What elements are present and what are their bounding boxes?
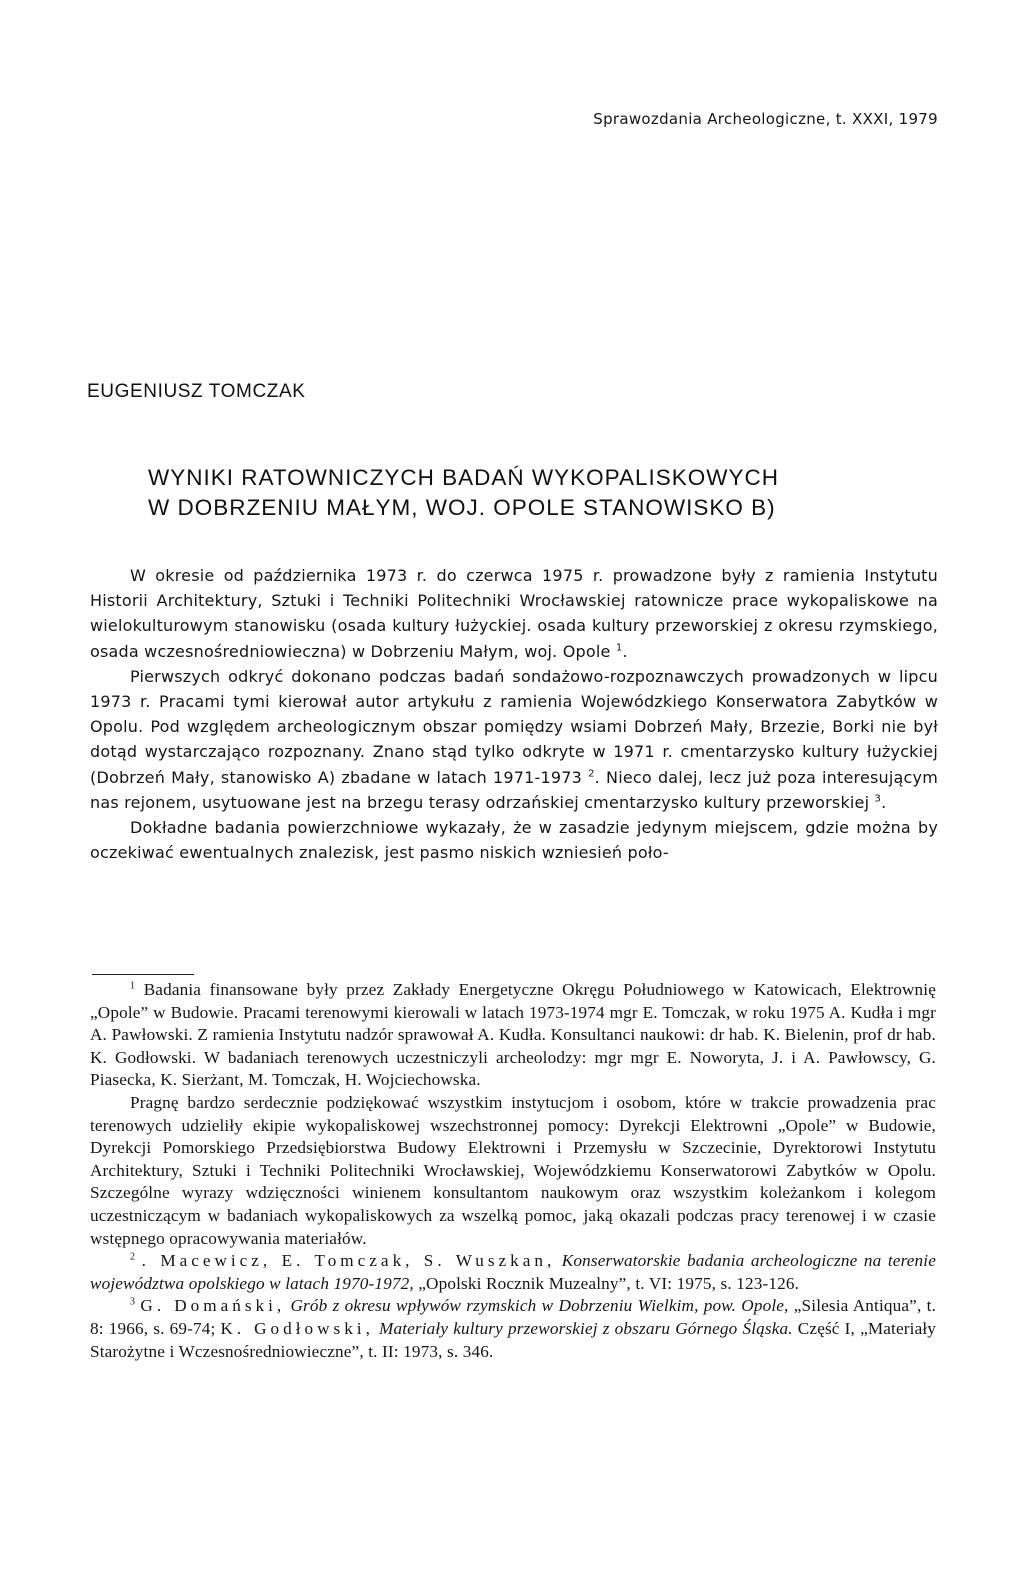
footnote-3-title-1: Grób z okresu wpływów rzymskich w Dobrzeniu Wielkim, pow. Opole, — [290, 1296, 789, 1316]
article-title — [148, 463, 779, 523]
footnote-2-authors: . Macewicz, E. Tomczak, S. Wuszkan, — [141, 1251, 556, 1271]
footnote-ref-2[interactable]: 2 — [588, 768, 595, 780]
footnote-3 — [90, 1295, 936, 1363]
footnote-1 — [90, 979, 936, 1092]
footnote-ref-1[interactable]: 1 — [615, 642, 623, 654]
body-paragraph-1-text: W okresie od października 1973 r. do czerwca 1975 r. prowadzone były z ramienia Instytutu Historii Architektury, Sztuki i Techniki Politechniki Wrocławskiej ratownicze prace wykopaliskowe na wielokulturowym stanowisku (osada kultury łużyckiej. osada kultury przeworskiej z okresu rzymskiego, osada wczesnośredniowieczna) w Dobrzeniu Małym, woj. Opole — [90, 566, 938, 661]
footnote-3-number: 3 — [130, 1296, 136, 1308]
footnote-2-number: 2 — [130, 1251, 136, 1263]
footnote-3-author-1: G. Domański, — [140, 1296, 286, 1316]
footnotes — [90, 979, 936, 1363]
title-line-2: W DOBRZENIU MAŁYM, WOJ. OPOLE STANOWISKO B) — [148, 495, 776, 520]
author-name: EUGENIUSZ TOMCZAK — [87, 381, 306, 402]
footnote-1-number: 1 — [130, 980, 136, 992]
footnote-3-source-2: Część I, „Materiały Starożytne i Wczesnośredniowieczne”, t. II: 1973, s. 346. — [90, 1318, 937, 1361]
body-paragraph-2-text-b: . Nieco dalej, lecz już poza interesującym nas rejonem, usytuowane jest na brzegu terasy odrzańskiej cmentarzysko kultury przeworskiej — [90, 767, 938, 812]
footnote-ref-3[interactable]: 3 — [874, 793, 882, 805]
footnote-1-text: Badania finansowane były przez Zakłady Energetyczne Okręgu Południowego w Katowicach, Elektrownię „Opole” w Budowie. Pracami terenowymi kierowali w latach 1973-1974 mgr E. Tomczak, w roku 1975 A. Kudła i mgr A. Pawłowski. Z ramienia Instytutu nadzór sprawował A. Kudła. Konsultanci naukowi: dr hab. K. Bielenin, prof dr hab. K. Godłowski. W badaniach terenowych uczestniczyli archeolodzy: mgr mgr E. Noworyta, J. i A. Pawłowscy, G. Piasecka, K. Sierżant, M. Tomczak, H. Wojciechowska. — [90, 980, 937, 1090]
journal-header: Sprawozdania Archeologiczne, t. XXXI, 1979 — [593, 110, 938, 128]
footnote-1-acknowledgements: Pragnę bardzo serdecznie podziękować wszystkim instytucjom i osobom, które w trakcie prowadzenia prac terenowych udzieliły ekipie wykopaliskowej wszechstronnej pomocy: Dyrekcji Elektrowni „Opole” w Budowie, Dyrekcji Pomorskiego Przedsiębiorstwa Budowy Elektrowni i Przemysłu w Szczecinie, Dyrektorowi Instytutu Architektury, Sztuki i Techniki Politechniki Wrocławskiej, Wojewódzkiemu Konserwatorowi Zabytków w Opolu. Szczególne wyrazy wdzięczności winienem konsultantom naukowym oraz wszystkim koleżankom i kolegom uczestniczącym w badaniach wykopaliskowych za wszelką pomoc, jaką okazali podczas pracy terenowej i w czasie wstępnego opracowywania materiałów. — [90, 1092, 936, 1248]
footnote-separator — [92, 974, 194, 975]
body-paragraph-2 — [90, 664, 938, 815]
body-paragraph-2-text-a: Pierwszych odkryć dokonano podczas badań sondażowo-rozpoznawczych prowadzonych w lipcu 1973 r. Pracami tymi kierował autor artykułu z ramienia Wojewódzkiego Konserwatora Zabytków w Opolu. Pod względem archeologicznym obszar pomiędzy wsiami Dobrzeń Mały, Brzezie, Borki nie był dotąd wystarczająco rozpoznany. Znano stąd tylko odkryte w 1971 r. cmentarzysko kultury łużyckiej (Dobrzeń Mały, stanowisko A) zbadane w latach 1971-1973 — [90, 666, 938, 787]
body-paragraph-1 — [90, 563, 938, 664]
footnote-3-author-2: K. Godłowski, — [220, 1318, 374, 1338]
footnote-3-title-2: Materiały kultury przeworskiej z obszaru Górnego Śląska. — [378, 1318, 793, 1338]
title-line-1: WYNIKI RATOWNICZYCH BADAŃ WYKOPALISKOWYCH — [148, 465, 780, 490]
footnote-2 — [90, 1250, 936, 1295]
article-body — [90, 563, 938, 865]
punctuation: . — [881, 792, 887, 812]
footnote-2-source: „Opolski Rocznik Muzealny”, t. VI: 1975, s. 123-126. — [418, 1273, 800, 1293]
footnote-2-title: Konserwatorskie badania archeologiczne na terenie województwa opolskiego w latach 1970-1972, — [90, 1251, 937, 1293]
body-paragraph-3: Dokładne badania powierzchniowe wykazały, że w zasadzie jedynym miejscem, gdzie można by oczekiwać ewentualnych znalezisk, jest pasmo niskich wzniesień poło- — [90, 818, 938, 863]
footnote-3-source-1: „Silesia Antiqua”, t. 8: 1966, s. 69-74; — [90, 1296, 937, 1338]
punctuation: . — [622, 641, 628, 661]
